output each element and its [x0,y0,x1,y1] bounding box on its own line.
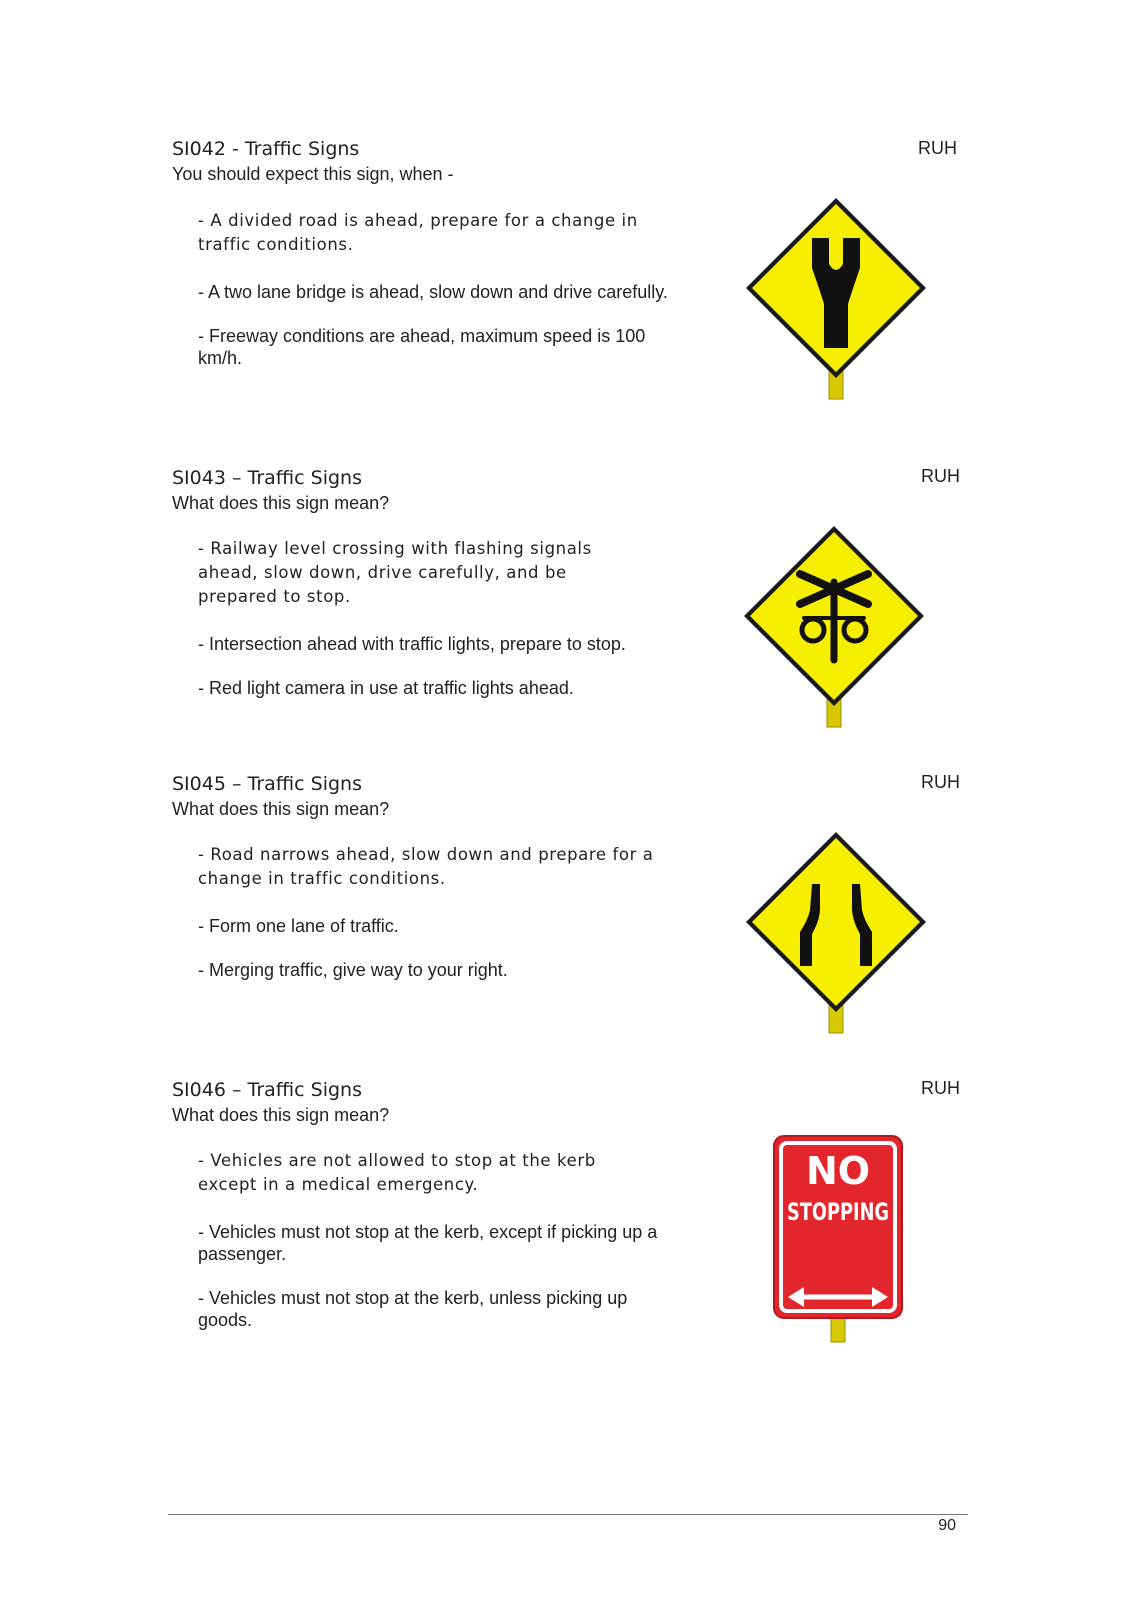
divided-road-sign-icon [742,194,932,399]
no-stopping-sign-icon [770,1132,906,1342]
question-title: SI043 – Traffic Signs [172,467,362,489]
question-title: SI045 – Traffic Signs [172,773,362,795]
page-number: 90 [938,1517,956,1534]
question-prompt: What does this sign mean? [172,493,390,513]
answer-option: - Freeway conditions are ahead, maximum speed is 100 km/h. [198,326,646,368]
sign-text-stopping: STOPPING [787,1198,889,1226]
answer-option: - Red light camera in use at traffic lights ahead. [198,678,574,698]
answer-option: - A two lane bridge is ahead, slow down and drive carefully. [198,282,668,302]
question-prompt: What does this sign mean? [172,1105,390,1125]
question-code: RUH [921,466,960,486]
question-prompt: You should expect this sign, when - [172,164,454,184]
answer-option: - Road narrows ahead, slow down and prepare for a change in traffic conditions. [198,845,654,888]
footer-divider [168,1514,968,1515]
answer-option: - A divided road is ahead, prepare for a change in traffic conditions. [198,211,638,254]
answer-option: - Intersection ahead with traffic lights, prepare to stop. [198,634,626,654]
question-code: RUH [918,138,957,158]
answer-option: - Merging traffic, give way to your right. [198,960,508,980]
answer-option: - Vehicles must not stop at the kerb, unless picking up goods. [198,1288,628,1330]
sign-text-no: NO [805,1149,871,1193]
road-narrows-sign-icon [742,828,932,1033]
answer-option: - Form one lane of traffic. [198,916,399,936]
railway-crossing-sign-icon [740,522,930,727]
question-title: SI046 – Traffic Signs [172,1079,362,1101]
question-title: SI042 - Traffic Signs [172,138,360,160]
answer-option: - Railway level crossing with flashing signals ahead, slow down, drive carefully, and be prepared to stop. [198,539,592,606]
answer-option: - Vehicles must not stop at the kerb, except if picking up a passenger. [198,1222,658,1264]
question-code: RUH [921,1078,960,1098]
question-prompt: What does this sign mean? [172,799,390,819]
answer-option: - Vehicles are not allowed to stop at the kerb except in a medical emergency. [198,1151,596,1194]
question-code: RUH [921,772,960,792]
